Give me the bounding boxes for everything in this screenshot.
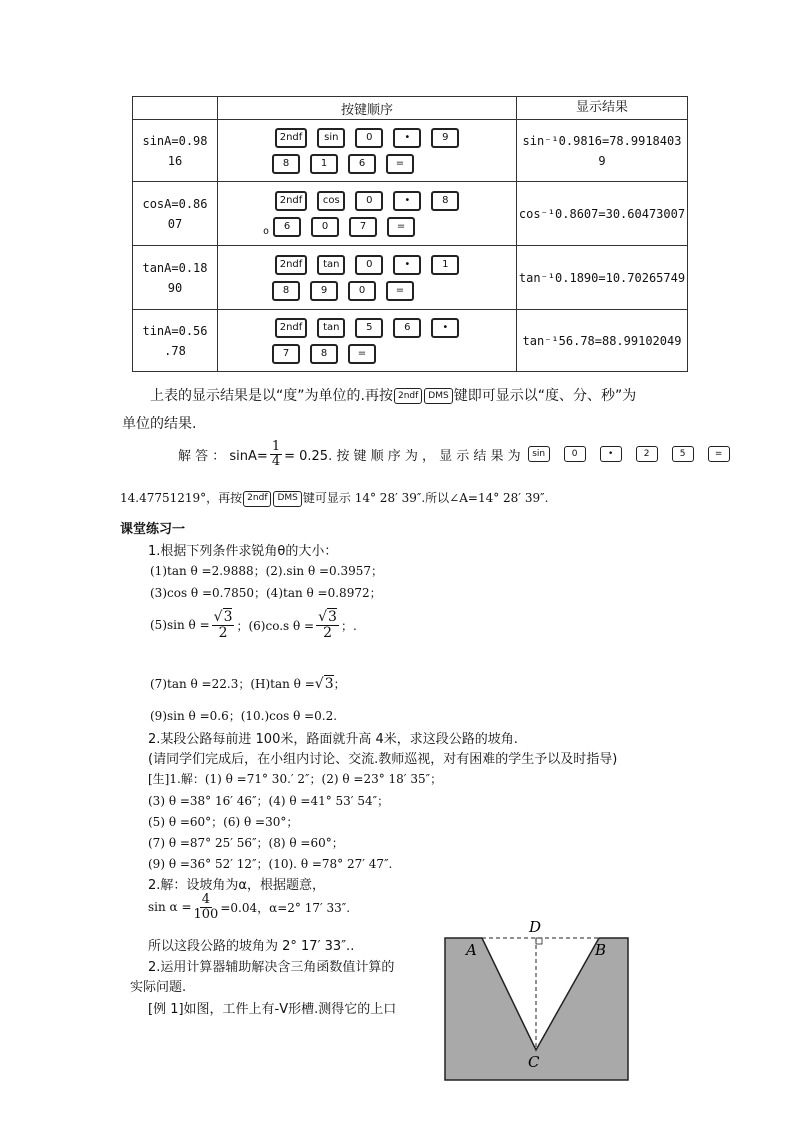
- table-row: [133, 310, 688, 372]
- solution-line: (7) θ =87° 25′ 56″；(8) θ =60°；: [148, 836, 344, 850]
- key-sequence: [218, 318, 516, 364]
- condition: sinA=0.98: [142, 133, 208, 148]
- condition-cont: 07: [167, 216, 183, 231]
- key-2: 2: [636, 446, 658, 462]
- solution-text: sin α =: [148, 900, 192, 915]
- key-0: 0: [355, 255, 383, 275]
- exercise-line: (9)sin θ =0.6；(10.)cos θ =0.2.: [150, 709, 338, 723]
- fraction-num: √3: [318, 609, 337, 625]
- solution-line: 所以这段公路的坡角为 2° 17′ 33″..: [148, 939, 355, 954]
- key-0: 0: [564, 446, 586, 462]
- teacher-note: (请同学们完成后，在小组内讨论、交流.教师巡视，对有困难的学生予以及时指导): [148, 752, 618, 767]
- exercise-text: (5)sin θ =: [150, 618, 210, 633]
- result: cos⁻¹0.8607=30.60473007: [518, 206, 686, 221]
- key-0: 0: [311, 217, 339, 237]
- exercise-line: (1)tan θ =2.9888；(2).sin θ =0.3957；: [150, 564, 384, 578]
- key-tan: tan: [317, 255, 345, 275]
- key-0: 0: [348, 281, 376, 301]
- key-0: 0: [355, 191, 383, 211]
- exercise-line-sqrt: [150, 610, 357, 640]
- solution-line: [生]1.解：(1) θ =71° 30.′ 2″；(2) θ =23° 18′ 35″；: [148, 772, 443, 786]
- label-b: B: [595, 941, 607, 959]
- header-result: 显示结果: [517, 97, 688, 120]
- solution-line: 2.运用计算器辅助解决含三角函数值计算的: [148, 960, 395, 975]
- label-a: A: [466, 941, 477, 959]
- key-1: 1: [431, 255, 459, 275]
- fraction-den: 2: [323, 624, 332, 641]
- exercise-line: (3)cos θ =0.7850；(4)tan θ =0.8972；: [150, 586, 382, 600]
- sqrt-radicand: 3: [223, 609, 233, 625]
- exercise-text: (7)tan θ =22.3；(H)tan θ =: [150, 677, 315, 691]
- table-row: [133, 182, 688, 246]
- fraction-num: √3: [213, 609, 233, 625]
- solution-line: (9) θ =36° 52′ 12″；(10). θ =78° 27′ 47″.: [148, 857, 393, 871]
- key-7: 7: [272, 344, 300, 364]
- answer-text-b: = 0.25. 按 键 顺 序 为 ， 显 示 结 果 为: [284, 448, 521, 464]
- result: tan⁻¹0.1890=10.70265749: [518, 270, 686, 285]
- condition-cont: .78: [164, 343, 186, 358]
- condition-cont: 90: [167, 280, 183, 295]
- answer-text-d: 键可显示 14° 28′ 39″.所以∠A=14° 28′ 39″.: [302, 491, 549, 505]
- key-sequence: [218, 128, 516, 174]
- fraction-num: 4: [201, 892, 211, 907]
- key-8: 8: [310, 344, 338, 364]
- key-6: 6: [273, 217, 301, 237]
- solution-fraction-line: [148, 893, 350, 921]
- stray-mark: o: [262, 225, 270, 237]
- answer-cont: [120, 489, 548, 507]
- para-dms-text-a: 上表的显示结果是以“度”为单位的.再按: [150, 388, 393, 404]
- solution-line: (3) θ =38° 16′ 46″；(4) θ =41° 53′ 54″；: [148, 794, 390, 808]
- fraction: [270, 440, 282, 468]
- answer-text-c: 14.47751219°，再按: [120, 491, 243, 505]
- sqrt-radicand: 3: [328, 609, 337, 625]
- condition: tanA=0.18: [142, 260, 208, 275]
- para-dms-cont: 单位的结果.: [122, 416, 197, 432]
- key-sequence: [218, 255, 516, 301]
- key-equals: =: [386, 281, 414, 301]
- solution-line: 2.解：设坡角为α，根据题意，: [148, 878, 325, 893]
- key-2ndf: 2ndf: [394, 388, 422, 404]
- table-row: [133, 120, 688, 182]
- section-title: 课堂练习一: [120, 522, 186, 537]
- key-tan: tan: [317, 318, 345, 338]
- key-7: 7: [349, 217, 377, 237]
- result: tan⁻¹56.78=88.99102049: [522, 333, 682, 348]
- key-dot: •: [600, 446, 622, 462]
- solution-text: =0.04，α=2° 17′ 33″.: [220, 900, 351, 915]
- key-cos: cos: [317, 191, 345, 211]
- right-angle-mark: [536, 938, 542, 944]
- example-line: [例 1]如图，工件上有-V形槽.测得它的上口: [148, 1002, 397, 1017]
- key-2ndf: 2ndf: [275, 191, 308, 211]
- solution-line: (5) θ =60°；(6) θ =30°；: [148, 815, 299, 829]
- fraction-den: 4: [271, 453, 281, 469]
- key-1: 1: [310, 154, 338, 174]
- key-5: 5: [672, 446, 694, 462]
- calculator-table: [132, 96, 688, 372]
- key-9: 9: [431, 128, 459, 148]
- result-cont: 9: [598, 153, 606, 168]
- key-9: 9: [310, 281, 338, 301]
- key-dot: •: [393, 128, 421, 148]
- exercise-text: ；(6)co.s θ =: [236, 618, 315, 633]
- key-dms: DMS: [273, 491, 301, 507]
- exercise-text: ；: [333, 677, 346, 691]
- key-equals: =: [348, 344, 376, 364]
- fraction-den: 2: [218, 624, 228, 641]
- key-dot: •: [393, 191, 421, 211]
- key-equals: =: [386, 154, 414, 174]
- key-8: 8: [272, 281, 300, 301]
- condition-cont: 16: [167, 153, 183, 168]
- condition: tinA=0.56: [142, 323, 208, 338]
- result: sin⁻¹0.9816=78.9918403: [522, 133, 682, 148]
- key-dot: •: [393, 255, 421, 275]
- key-5: 5: [355, 318, 383, 338]
- key-2ndf: 2ndf: [243, 491, 271, 507]
- fraction-den: 100: [193, 906, 219, 922]
- key-sin: sin: [317, 128, 345, 148]
- key-2ndf: 2ndf: [275, 255, 308, 275]
- exercise-2-question: 2.某段公路每前进 100米，路面就升高 4米，求这段公路的坡角.: [148, 732, 518, 747]
- fraction: [194, 893, 219, 921]
- answer-line: [178, 440, 731, 468]
- table-row: [133, 246, 688, 310]
- key-6: 6: [393, 318, 421, 338]
- label-d: D: [529, 918, 542, 936]
- key-dot: •: [431, 318, 459, 338]
- label-c: C: [528, 1053, 540, 1071]
- exercise-text: ；.: [340, 618, 357, 633]
- exercise-line-sqrt: (7)tan θ =22.3；(H)tan θ = √3 ；: [150, 675, 346, 692]
- key-equals: =: [708, 446, 730, 462]
- key-0: 0: [355, 128, 383, 148]
- exercise-1-question: 1.根据下列条件求锐角θ的大小：: [148, 544, 338, 559]
- fraction-num: 1: [271, 439, 281, 454]
- key-2ndf: 2ndf: [275, 318, 308, 338]
- para-dms-text-b: 键即可显示以“度、分、秒”为: [453, 388, 637, 404]
- para-dms: [150, 385, 636, 405]
- condition: cosA=0.86: [142, 196, 208, 211]
- key-sin: sin: [528, 446, 550, 462]
- answer-text-a: 解 答 ： sinA=: [178, 448, 268, 464]
- solution-line: 实际问题.: [130, 980, 187, 995]
- header-key-sequence: 按键顺序: [218, 97, 517, 120]
- key-sequence: [218, 191, 516, 237]
- header-empty: [133, 97, 218, 120]
- key-equals: =: [387, 217, 415, 237]
- key-dms: DMS: [424, 388, 452, 404]
- sqrt-radicand: 3: [324, 675, 334, 692]
- key-8: 8: [272, 154, 300, 174]
- fraction: [212, 610, 235, 640]
- key-8: 8: [431, 191, 459, 211]
- fraction: [316, 610, 339, 640]
- key-6: 6: [348, 154, 376, 174]
- v-groove-figure: [440, 915, 632, 1085]
- key-2ndf: 2ndf: [275, 128, 308, 148]
